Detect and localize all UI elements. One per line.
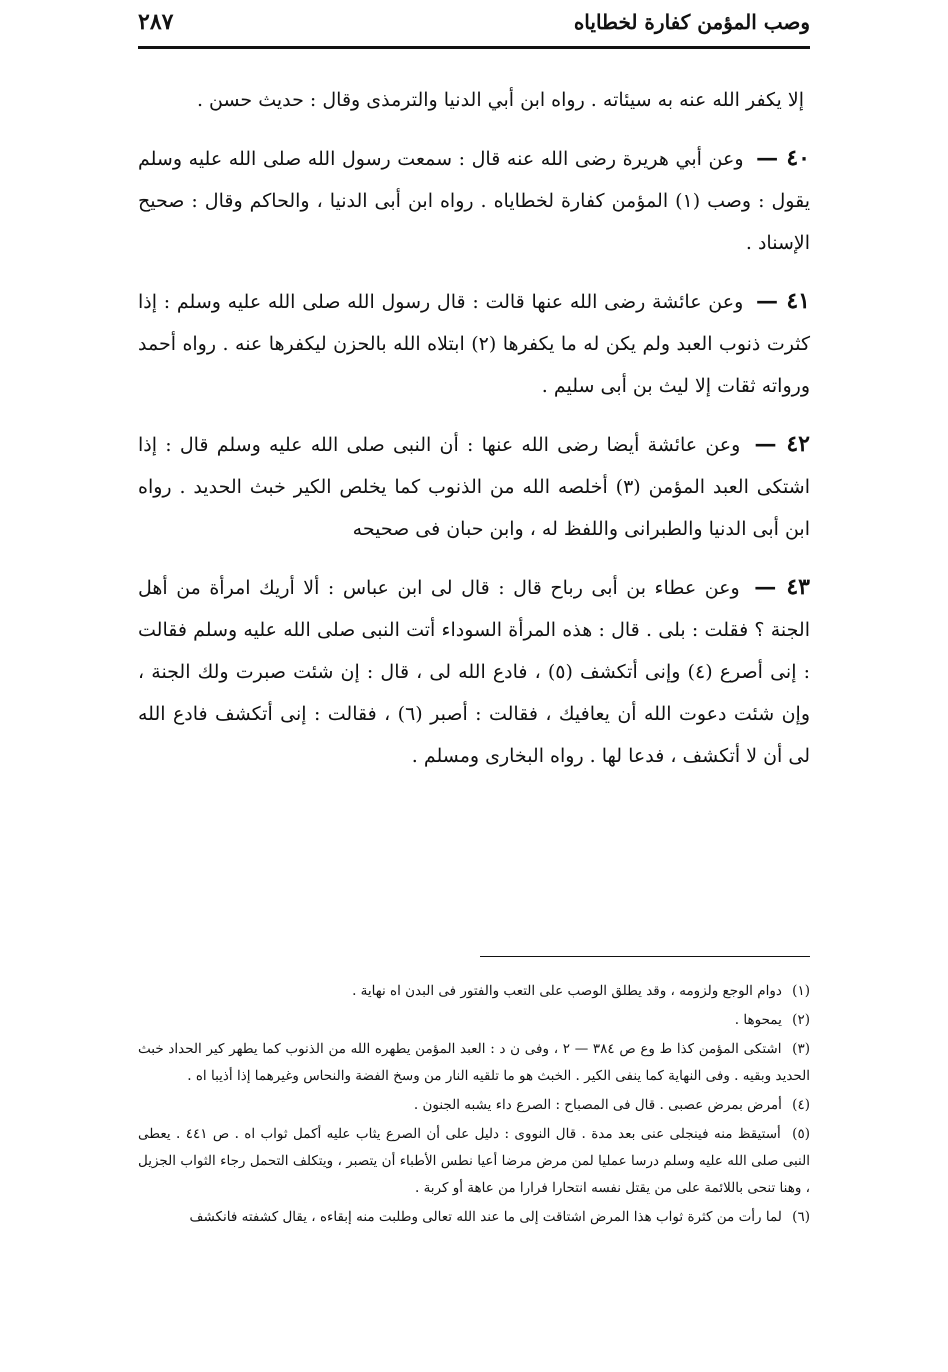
footnote-text: أستيقظ منه فينجلى عنى بعد مدة . قال النووى : دليل على أن الصرع يثاب عليه أكمل ثواب اه . ص ٤٤١ . يعطى النبى صلى الله عليه وسلم درسا عمليا لمن مرض مرضا أعيا نطس الأطباء أن يتصبر ، ويتكلف التحمل رجاء الثواب الجزيل ، وهنا تنحى باللائمة على من يقتل نفسه انتحارا فرارا من عاهة أو كربة . bbox=[138, 1126, 810, 1196]
hadith-text: وعن عائشة أيضا رضى الله عنها : أن النبى صلى الله عليه وسلم قال : إذا اشتكى العبد المؤمن (٣) أخلصه الله من الذنوب كما يخلص الكير خبث الحديد . رواه ابن أبى الدنيا والطبرانى واللفظ له ، وابن حبان فى صحيحه bbox=[138, 434, 810, 540]
main-text bbox=[138, 78, 810, 793]
footnote bbox=[138, 1121, 810, 1202]
hadith-number: ٤٠ — bbox=[756, 145, 810, 171]
hadith-text: إلا يكفر الله عنه به سيئاته . رواه ابن أبي الدنيا والترمذى وقال : حديث حسن . bbox=[196, 89, 804, 111]
hadith-paragraph bbox=[138, 423, 810, 550]
footnote-number: (٢) bbox=[792, 1012, 810, 1028]
footnote-number: (٣) bbox=[792, 1041, 810, 1057]
footnote bbox=[138, 1036, 810, 1090]
footnote-number: (٥) bbox=[792, 1126, 810, 1142]
hadith-text: وعن عطاء بن أبى رباح قال : قال لى ابن عباس : ألا أريك امرأة من أهل الجنة ؟ فقلت : بلى . قال : هذه المرأة السوداء أتت النبى صلى الله عليه وسلم فقالت : إنى أصرع (٤) وإنى أتكشف (٥) ، فادع الله لى ، قال : إن شئت صبرت ولك الجنة ، وإن شئت دعوت الله أن يعافيك ، فقالت : أصبر (٦) ، فقالت : إنى أتكشف فادع الله لى أن لا أتكشف ، فدعا لها . رواه البخارى ومسلم . bbox=[138, 577, 811, 767]
hadith-text: وعن أبي هريرة رضى الله عنه قال : سمعت رسول الله صلى الله عليه وسلم يقول : وصب (١) المؤمن كفارة لخطاياه . رواه ابن أبى الدنيا ، والحاكم وقال : صحيح الإسناد . bbox=[138, 148, 811, 254]
footnote-text: اشتكى المؤمن كذا ط وع ص ٣٨٤ — ٢ ، وفى ن د : العبد المؤمن يطهره الله من الذنوب كما يطهر كير الحداد خبث الحديد وبقيه . وفى النهاية كما ينفى الكير . الخبث هو ما تلقيه النار من وسخ الفضة والنحاس وغيرهما إذا أذيبا اه . bbox=[138, 1041, 810, 1084]
footnotes bbox=[138, 978, 810, 1233]
footnote-number: (٦) bbox=[792, 1209, 810, 1225]
footnote-text: يمحوها . bbox=[734, 1012, 782, 1028]
hadith-paragraph bbox=[138, 78, 810, 121]
footnote-number: (٤) bbox=[792, 1097, 810, 1113]
hadith-paragraph bbox=[138, 566, 810, 777]
footnote bbox=[138, 978, 810, 1005]
header-rule bbox=[138, 46, 810, 49]
hadith-number: ٤٢ — bbox=[754, 431, 810, 457]
footnote-text: أمرض بمرض عصبى . قال فى المصباح : الصرع داء يشبه الجنون . bbox=[413, 1097, 782, 1113]
footnote-number: (١) bbox=[792, 983, 810, 999]
footnote-text: دوام الوجع ولزومه ، وقد يطلق الوصب على التعب والفتور فى البدن اه نهاية . bbox=[352, 983, 782, 999]
footnote bbox=[138, 1204, 810, 1231]
header-title: وصب المؤمن كفارة لخطاياه bbox=[573, 10, 810, 34]
page-number: ٢٨٧ bbox=[138, 9, 174, 35]
hadith-paragraph bbox=[138, 137, 810, 264]
footnote bbox=[138, 1092, 810, 1119]
hadith-number: ٤٣ — bbox=[754, 574, 810, 600]
footnote bbox=[138, 1007, 810, 1034]
hadith-text: وعن عائشة رضى الله عنها قالت : قال رسول الله صلى الله عليه وسلم : إذا كثرت ذنوب العبد ولم يكن له ما يكفرها (٢) ابتلاه الله بالحزن ليكفرها عنه . رواه أحمد ورواته ثقات إلا ليث بن أبى سليم . bbox=[138, 291, 810, 397]
footnote-separator bbox=[480, 956, 810, 957]
footnote-text: لما رأت من كثرة ثواب هذا المرض اشتاقت إلى ما عند الله تعالى وطلبت منه إبقاءه ، يقال كشفته فانكشف bbox=[189, 1209, 782, 1225]
hadith-number: ٤١ — bbox=[755, 288, 810, 314]
page-header bbox=[138, 2, 810, 42]
hadith-paragraph bbox=[138, 280, 810, 407]
